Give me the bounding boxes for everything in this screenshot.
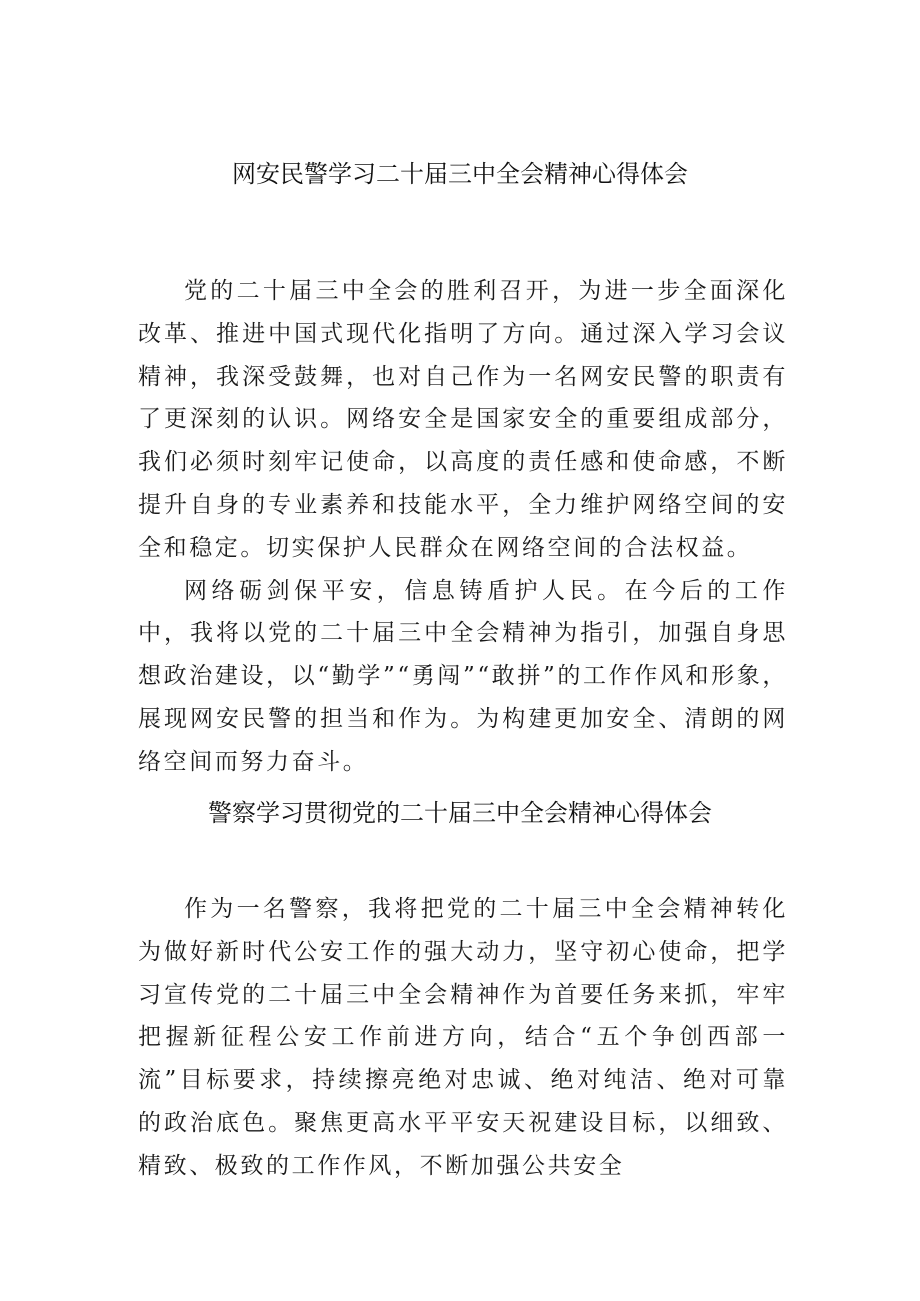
- article-2-title: 警察学习贯彻党的二十届三中全会精神心得体会: [208, 799, 712, 827]
- article-2-body: [138, 888, 788, 1188]
- article-1-paragraph-2: 网络砺剑保平安，信息铸盾护人民。在今后的工作中，我将以党的二十届三中全会精神为指引，加强自身思想政治建设，以“勤学”“勇闯”“敢拼”的工作作风和形象，展现网安民警的担当和作为。为构建更加安全、清朗的网络空间而努力奋斗。: [138, 577, 788, 775]
- article-1-body: [138, 270, 788, 784]
- article-1-paragraph-1: 党的二十届三中全会的胜利召开，为进一步全面深化改革、推进中国式现代化指明了方向。通过深入学习会议精神，我深受鼓舞，也对自己作为一名网安民警的职责有了更深刻的认识。网络安全是国家安全的重要组成部分，我们必须时刻牢记使命，以高度的责任感和使命感，不断提升自身的专业素养和技能水平，全力维护网络空间的安全和稳定。切实保护人民群众在网络空间的合法权益。: [138, 278, 788, 561]
- article-1-title: 网安民警学习二十届三中全会精神心得体会: [232, 160, 688, 188]
- article-2-paragraph-1: 作为一名警察，我将把党的二十届三中全会精神转化为做好新时代公安工作的强大动力，坚守初心使命，把学习宣传党的二十届三中全会精神作为首要任务来抓，牢牢把握新征程公安工作前进方向，结合“五个争创西部一流”目标要求，持续擦亮绝对忠诚、绝对纯洁、绝对可靠的政治底色。聚焦更高水平平安天祝建设目标，以细致、精致、极致的工作作风，不断加强公共安全: [138, 896, 788, 1179]
